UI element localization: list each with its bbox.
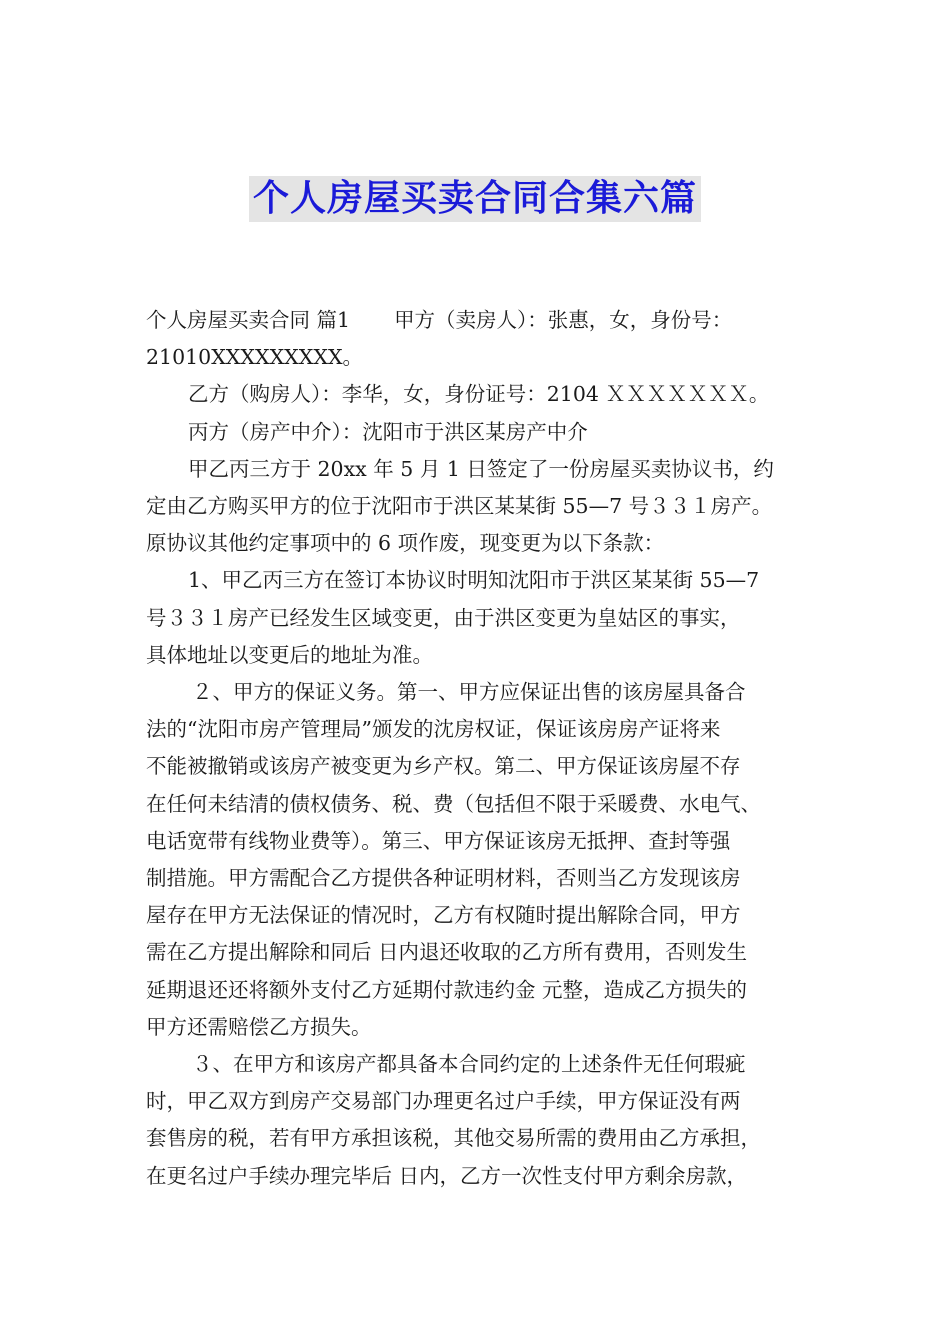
text-line: 甲方还需赔偿乙方损失。 [146,1014,372,1039]
text-line: ２、甲方的保证义务。第一、甲方应保证出售的该房屋具备合 [192,680,746,705]
paragraph-intro [146,451,816,563]
text-line: 具体地址以变更后的地址为准。 [146,642,433,667]
text-line: 套售房的税，若有甲方承担该税，其他交易所需的费用由乙方承担， [146,1126,761,1151]
party-a-line: 甲方（卖房人）：张惠，女，身份号： [394,308,733,332]
text-line: 时，甲乙双方到房产交易部门办理更名过户手续，甲方保证没有两 [146,1089,741,1114]
text-line: 不能被撤销或该房产被变更为乡产权。第二、甲方保证该房屋不存 [146,754,741,779]
paragraph-clause-2 [146,674,816,1046]
text-line [146,302,816,339]
text-line: ３、在甲方和该房产都具备本合同约定的上述条件无任何瑕疵 [192,1052,746,1077]
title-container [0,176,950,222]
text-line: 1、甲乙丙三方在签订本协议时明知沈阳市于洪区某某街 55—7 [188,568,760,593]
paragraph-party-c [146,414,816,451]
text-line: 在任何未结清的债权债务、税、费（包括但不限于采暖费、水电气、 [146,791,761,816]
text-line: 原协议其他约定事项中的 6 项作废，现变更为以下条款： [146,531,665,556]
text-line: 法的“沈阳市房产管理局”颁发的沈房权证，保证该房房产证将来 [146,717,721,742]
text-line: 丙方（房产中介）：沈阳市于洪区某房产中介 [188,419,588,444]
text-line: 21010XXXXXXXXX。 [146,345,364,370]
text-line: 甲乙丙三方于 20xx 年 5 月 1 日签定了一份房屋买卖协议书，约 [188,456,774,481]
text-line: 号３３１房产已经发生区域变更，由于洪区变更为皇姑区的事实， [146,605,741,630]
paragraph-clause-1 [146,562,816,674]
document-body [146,302,816,1195]
text-line: 电话宽带有线物业费等）。第三、甲方保证该房无抵押、查封等强 [146,828,731,853]
text-line: 在更名过户手续办理完毕后 日内，乙方一次性支付甲方剩余房款， [146,1163,748,1188]
paragraph-header [146,302,816,376]
contract-heading: 个人房屋买卖合同 篇1 [146,308,351,332]
paragraph-party-b [146,376,816,413]
paragraph-clause-3 [146,1046,816,1195]
text-line: 定由乙方购买甲方的位于沈阳市于洪区某某街 55—7 号３３１房产。 [146,494,773,519]
text-line: 延期退还还将额外支付乙方延期付款违约金 元整，造成乙方损失的 [146,977,748,1002]
text-line: 屋存在甲方无法保证的情况时，乙方有权随时提出解除合同，甲方 [146,903,741,928]
text-line: 制措施。甲方需配合乙方提供各种证明材料，否则当乙方发现该房 [146,866,741,891]
document-title: 个人房屋买卖合同合集六篇 [249,176,701,222]
text-line: 需在乙方提出解除和同后 日内退还收取的乙方所有费用，否则发生 [146,940,748,965]
text-line: 乙方（购房人）：李华，女，身份证号：2104 ＸＸＸＸＸＸＸ。 [188,382,770,407]
